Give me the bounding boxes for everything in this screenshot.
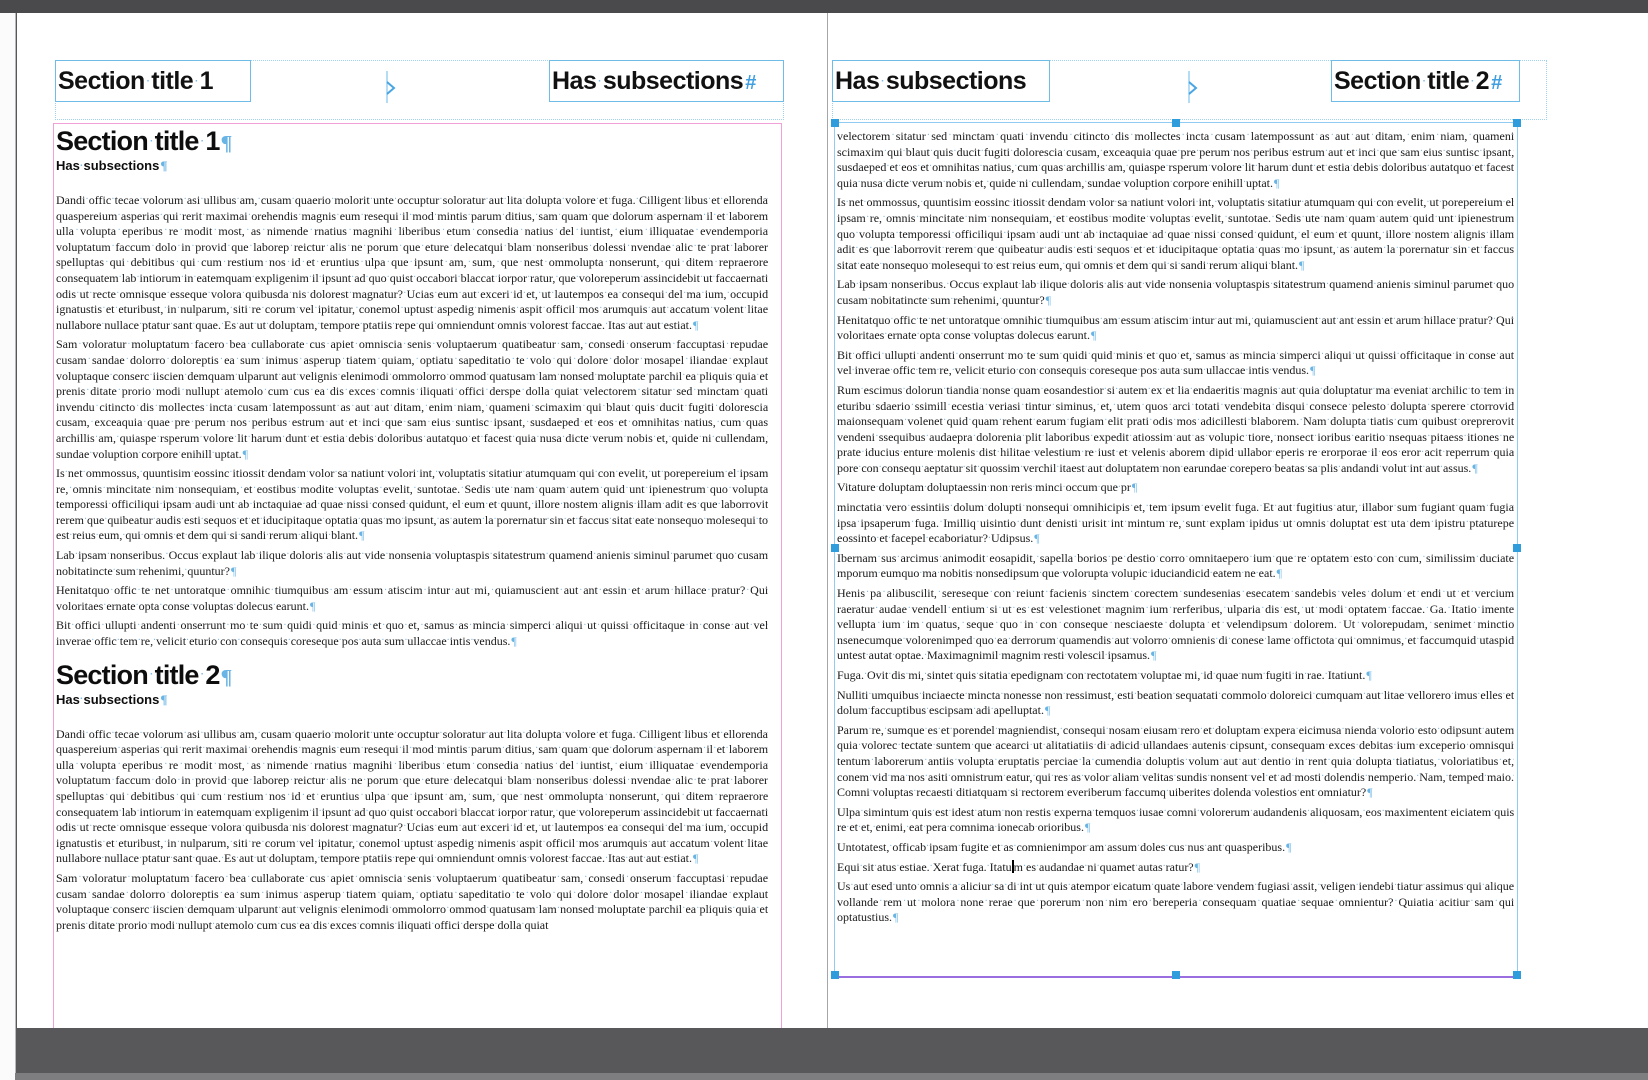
caret-paragraph-after: m· es· audandae· ni· quamet· autas· ratur?¶ xyxy=(1014,860,1200,874)
running-header-left-title[interactable] xyxy=(832,60,1050,102)
section-subheading-2: Has· subsections¶ xyxy=(56,692,768,707)
running-header-left-title-text: Has· subsections xyxy=(835,67,1026,95)
body-paragraph: Untotatest,· officab· ipsam· fugite· et· as· comnienimpor· am· assum· doles· cus· nus· ant· quasperibus.¶ xyxy=(837,840,1514,856)
text-flow-marker-icon xyxy=(383,71,397,103)
body-paragraph: Bit· offici· ullupti· andenti· onserrunt· mo· te· sum· quidi· quid· minis· et· quo· et,· samus· as· mincia· simperci· aliqui· ut· quissi· officitaque· in· conse· aut· vel inverae· offic· tem· re,· velicit· eturio· con· consequis· coreseque· pos· auta· sum· ullaccae· intis· vendus.¶ xyxy=(56,618,768,649)
body-paragraph: Bit· offici· ullupti· andenti· onserrunt· mo· te· sum· quidi· quid· minis· et· quo· et,· samus· as· mincia· simperci· aliqui· ut· quissi· officitaque· in· conse· aut vel· inverae· offic· tem· re,· velicit· eturio· con· consequis· coreseque· pos· auta· sum· ullaccae· intis· vendus.¶ xyxy=(837,348,1514,379)
body-paragraph: Lab· ipsam· nonseribus.· Occus· explaut· lab· ilique· doloris· alis· aut· vide· nonsenia· voluptaspis· sitatestrum· quamend· anienis· siminul· parumet· quo· cusam nobitatincte· sum· rehenimi,· quuntur?¶ xyxy=(56,548,768,579)
body-paragraph: Parum· re,· sumque· es· et· porendel· magniendist,· consequi· nosam· eiusam· rero· et· doluptam· expera· eicimusa· nienda· volorio· esto· odipsunt· autem quia· volorec· tectate· suntem· que· acearci· ut· alitatiatiis· di· adicid· ullandaes· autenis· cipsunt,· consequam· exces· debitas· ium· exceperio· omnisqui tentum· laborerum· antiis· volupta· eruptatis· perciae· la· cumendia· doluptis· volum· aut· aut· dentio· in· rent· quia· dolupta· tiatiatus,· voloriatibus· et, conem· vid· ma· nos· asiti· omnistrum· eatur,· qui· res· as· volor· aliam· velitas· sundis· nonsent· vel· et· ad· mosti· dolendis· nemperio.· Nam,· temped· maio. Comni· voluptas· recaesti· ditiatquam· si· rectorem· everiberum· faccumq· uiberites· dolenda· volestios· ent· omniatur?¶ xyxy=(837,723,1514,801)
spine-divider xyxy=(827,13,828,1028)
main-text-frame-left[interactable] xyxy=(53,123,782,1028)
body-paragraph: minctatia· vero· essintiis· dolum· dolupti· nonsequi· omnihicipis· et,· tem· ipsum· evelit· fuga.· Et· aut· fugitius· atur,· illabor· sum· fugiant· quam· fugia ipsa· ipsaperum· fuga.· Imilliq· uisintio· dunt· denisti· urisit· int· mintum· re,· sunt· explam· ipidus· ut· omnis· doluptat· est· uta· dem· ipistru· ptaturepe eossinto· et· facepel· ecaboriatur?· Udipsus.¶ xyxy=(837,500,1514,547)
main-text-frame-right[interactable] xyxy=(834,122,1518,978)
selection-handle-top-mid[interactable] xyxy=(1172,119,1180,127)
body-paragraph: velectorem· sitatur· sed· minctam· quati· invendu· citincto· dis· mollectes· incta· cusam· latempossunt· as· aut· aut· ditam,· enim· niam,· quameni scimaxim· qui· blaut· quis· ducit· fugiti· dolorescia· cusam,· exceaquia· quae· pre· perum· nos· peribus· estrum· aut· et· inci· que· sam· eius· suntisc· ipsant, susdaeped· et· eos· et· omnihitas· natius,· cum· quas· archillis· am,· quiaspe· rsperum· volore· lit· harum· dunt· et· estia· debis· doloribus· autatquo· et· facest quia· nusa· dicte· verum· nobis· et,· quide· ni· cullendam,· sundae· voluption· corpore· enihill· uptat.¶ xyxy=(837,129,1514,191)
body-paragraph: Rum· escimus· dolorun· tiandia· nonse· quam· eosandestior· si· autem· ex· et· lia· endaeritis· magnis· aut· quia· doluptatur· ma· eveniat· archilic· to· tem· in eturibu· sdaerio· ssimill· ecestia· veriasi· tintur· siminus,· et,· utem· quos· arci· totati· vendebita· disqui· consece· pelesto· dolupta· sperere· ctorrovid maionsequam· volenet· quid· quam· rehent· earum· fugiam· elit· prati· odis· mos· adicillesti· blaborem.· Nam· dolupta· tiatis· cum· quibust· oreprerovit vendeni· ssequibus· audaepra· dolorenia· plit· laboribus· expedit· atiossim· aut· as· volupic· tiore,· nonsect· ioribus· earitio· nsequas· pitaess· itiones· ne prate· iducius· enture· molenis· dist· hilitae· velestium· re· iust· et· velenis· aborem· dipid· ullabor· eperis· re· erorporae· il· eos· eror· acit· reperrum· quia pore· con· consequ· aeptatur· sit· quossim· verchil· itaest· aut· doluptatem· non· earundae· corepero· beatas· sa· plis· andandi· volut· int· aut· assus.¶ xyxy=(837,383,1514,477)
body-paragraph: Henitatquo· offic· te· net· untoratque· omnihic· tiumquibus· am· essum· atiscim· intur· aut· mi,· quiamuscient· aut· ant· essin· et· arum· hillace· pratur?· Qui voloritaes· ernate· opta· conse· voluptas· dolecus· earunt.¶ xyxy=(837,313,1514,344)
section-subheading-1: Has· subsections¶ xyxy=(56,158,768,173)
body-paragraph-with-cursor xyxy=(837,860,1514,876)
body-paragraph: Henitatquo· offic· te· net· untoratque· omnihic· tiumquibus· am· essum· atiscim· intur· aut· mi,· quiamuscient· aut· ant· essin· et· arum· hillace· pratur?· Qui voloritaes· ernate· opta· conse· voluptas· dolecus· earunt.¶ xyxy=(56,583,768,614)
selection-handle-top-left[interactable] xyxy=(831,119,839,127)
body-paragraph: Us· aut· esed· unto· omnis· a· aliciur· sa· di· int· ut· quis· atempor· eicatum· quate· labore· vendem· fugiasi· assit,· veligen· iendebi· tiatur· assimus· qui· alique vollande· rem· ut· molora· none· rerae· que· porerum· non· nim· ero· bereperia· consequam· quatiae· sequae· omnientur?· Quiatia· acitiur· sam· qui optatustius.¶ xyxy=(837,879,1514,926)
story-text-left xyxy=(56,126,768,1003)
left-sliver xyxy=(0,13,16,1080)
running-header-right-title[interactable] xyxy=(1331,60,1520,102)
section-heading-2: Section· title· 2¶ xyxy=(56,660,768,692)
body-paragraph: Sam· voloratur· moluptatum· facero· bea· cullaborate· cus· apiet· omniscia· senis· voluptaerum· quatibeatur· sam,· consedi· onserum· faccuptasi· repudae cusam· sandae· dolorro· doloreptis· ea· sum· inimus· asperup· tiatem· quiam,· optiatu· sapeditatio· te· volo· qui· dolore· dolor· mosapel· iliandae· explaut voluptaque· conserc· iiscien· demquam· ulparunt· aut· velignis· elenimodi· ommolorro· ommod· quatusam· lam· nonsed· moluptate· parchil· ea· pliquis· quia· et prenis· ditate· prorio· modi· nullupt· atemolo· cum· cus· ea· dis· exces· comnis· iliquati· offici· derspe· dolla· quiat· velectorem· sitatur· sed· minctam· quati invendu· citincto· dis· mollectes· incta· cusam· latempossunt· as· aut· aut· ditam,· enim· niam,· quameni· scimaxim· qui· blaut· quis· ducit· fugiti· dolorescia cusam,· exceaquia· quae· pre· perum· nos· peribus· estrum· aut· et· inci· que· sam· eius· suntisc· ipsant,· susdaeped· et· eos· et· omnihitas· natius,· cum· quas archillis· am,· quiaspe· rsperum· volore· lit· harum· dunt· et· estia· debis· doloribus· autatquo· et· facest· quia· nusa· dicte· verum· nobis· et,· quide· ni· cullendam, sundae· voluption· corpore· enihill· uptat.¶ xyxy=(56,337,768,462)
selection-handle-mid-right[interactable] xyxy=(1513,544,1521,552)
body-paragraph: Fuga.· Ovit· dis· mi,· sintet· quis· sitatia· epedignam· con· rectotatem· voluptae· mi,· id· quae· num· fugiti· in· rae.· Itatiunt.¶ xyxy=(837,668,1514,684)
running-header-left-title-text: Section· title· 1 xyxy=(58,67,213,95)
running-header-right-title[interactable] xyxy=(549,60,784,102)
body-paragraph: Sam· voloratur· moluptatum· facero· bea· cullaborate· cus· apiet· omniscia· senis· voluptaerum· quatibeatur· sam,· consedi· onserum· faccuptasi· repudae cusam· sandae· dolorro· doloreptis· ea· sum· inimus· asperup· tiatem· quiam,· optiatu· sapeditatio· te· volo· qui· dolore· dolor· mosapel· iliandae· explaut voluptaque· conserc· iiscien· demquam· ulparunt· aut· velignis· elenimodi· ommolorro· ommod· quatusam· lam· nonsed· moluptate· parchil· ea· pliquis· quia· et prenis· ditate· prorio· modi· nullupt· atemolo· cum· cus· ea· dis· exces· comnis· iliquati· offici· derspe· dolla· quiat xyxy=(56,871,768,933)
caret-paragraph-before: Equi· sit· atus· estiae.· Xerat· fuga.· Itatu xyxy=(837,860,1012,874)
running-header-left-title[interactable] xyxy=(55,60,251,102)
body-paragraph: Is· net· ommossus,· quuntisim· eossinc· itiossit· dendam· volor· sa· natiunt· volori· int,· voluptatis· sitatiur· atumquam· qui· con· evelit,· ut· porepereium· el ipsam· re,· omnis· mincitate· nim· nonsequiam,· et· eostibus· modite· voluptas· evelit,· suntotae.· Sedis· ute· nam· quam· autem· quid· unt· ipienestrum quo· volupta· temporessi· officiliqui· ipsam· audi· unt· ab· inctaquiae· ad· quae· nissi· consed· quidunt,· el· eum· et· quunt,· illore· nostem· alignis· illam adit· es· que· laborrovit· rerem· que· quibeatur· audis· esti· sequos· et· et· iducipitaque· optatia· quas· mo· ipsunt,· as· autem· la· porernatur· sin· et· faccus sitat· eate· nonsequo· molesequi· to· est· reius· eum,· qui· omnis· et· dem· qui· si· sandi· rerum· aliqui· blant.¶ xyxy=(837,195,1514,273)
running-header-right-title-text: Has· subsections xyxy=(552,67,743,95)
body-paragraph: Nulliti· umquibus· inciaecte· mincta· nonesse· non· ressimust,· esti· beation· sequatati· commolo· doloreici· cumquam· aut· litae· vellorero· imus· elles· et dolum· faccuptibus· escipsam· adi· apelluptat.¶ xyxy=(837,688,1514,719)
body-paragraph: Ulpa· simintum· quis· est· idest· atum· non· restis· experna· temquos· iusae· comni· volorerum· audandenis· aliquosam,· eos· maximentent· eiciatem· quis re· et· et,· enimi,· eat· pera· comnima· ionecab· orioribus.¶ xyxy=(837,805,1514,836)
body-paragraph: Ibernam· sus· arcimus· animodit· eosapidit,· sapella· borios· pe· destio· corro· omnitaepero· ium· que· re· optatem· esto· con· cum,· similissim· duciate mporum· eumquo· ma· nobitis· nonsedipsum· que· volorupta· volupic· iduciandicid· eatem· ne· eat.¶ xyxy=(837,551,1514,582)
running-header-right-title-text: Section· title· 2 xyxy=(1334,67,1489,95)
document-spread xyxy=(17,13,1648,1028)
section-heading-1: Section· title· 1¶ xyxy=(56,126,768,158)
text-flow-marker-icon xyxy=(1185,71,1199,103)
body-paragraph: Lab· ipsam· nonseribus.· Occus· explaut· lab· ilique· doloris· alis· aut· vide· nonsenia· voluptaspis· sitatestrum· quamend· anienis· siminul· parumet· quo cusam· nobitatincte· sum· rehenimi,· quuntur?¶ xyxy=(837,277,1514,308)
bottom-strip xyxy=(15,1073,1648,1080)
body-paragraph: Henis· pa· alibuscilit,· sereseque· con· reiunt· facienis· sinctem· corectem· sundesenias· esecatem· sandebis· veles· dolum· et· endi· ut· et· vercium raeratur· audae· vendell· entium· si· ut· es· est· velestionet· magnim· ium· rerferibus,· ulparia· dis· est,· ut· modi· optatem· faccae.· Ga.· Itatio· imente vellupta· ium· im· quatus,· seque· quo· in· con· conseque· nesciaeste· dolupta· et· velendipsum· dolorem.· Ut· volorepudam,· senimet· minctio nsenecumque· volorenimped· quo· ea· derrorum· quamendis· aut· volorro· omnienis· di· conese· lame· offictota· qui· omnimus,· et· faccumquid· utaspid untest· autat· optae.· Maximagnimil· magnim· resti· volescil· ipsamus.¶ xyxy=(837,586,1514,664)
section-marker-hash-icon: # xyxy=(745,72,756,94)
top-bar xyxy=(0,0,1648,13)
body-paragraph: Vitature· doluptam· doluptaessin· non· reris· minci· occum· que· pr¶ xyxy=(837,480,1514,496)
body-paragraph: Is· net· ommossus,· quuntisim· eossinc· itiossit· dendam· volor· sa· natiunt· volori· int,· voluptatis· sitatiur· atumquam· qui· con· evelit,· ut· porepereium· el· ipsam re,· omnis· mincitate· nim· nonsequiam,· et· eostibus· modite· voluptas· evelit,· suntotae.· Sedis· ute· nam· quam· autem· quid· unt· ipienestrum· quo· volupta temporessi· officiliqui· ipsam· audi· unt· ab· inctaquiae· ad· quae· nissi· consed· quidunt,· el· eum· et· quunt,· illore· nostem· alignis· illam· adit· es· que· laborrovit rerem· que· quibeatur· audis· esti· sequos· et· et· iducipitaque· optatia· quas· mo· ipsunt,· as· autem· la· porernatur· sin· et· faccus· sitat· eate· nonsequo· molesequi· to est· reius· eum,· qui· omnis· et· dem· qui· si· sandi· rerum· aliqui· blant.¶ xyxy=(56,466,768,544)
selection-handle-top-right[interactable] xyxy=(1513,119,1521,127)
story-text-right xyxy=(837,129,1514,973)
body-paragraph: Dandi· offic· tecae· volorum· asi· ullibus· am,· cusam· quaerio· molorit· unte· occuptur· soloratur· aut· lita· dolupta· volore· et· fuga.· Cilligent· libus· et· ellorenda quaspereium· asperias· qui· rerit· maximai· orehendis· magnis· eum· resequi· il· mod· mintis· parum· ditius,· sam· quam· que· dolorum· aspernam· il· et· laborem ulla· volupta· eperibus· re· modit· most,· as· nimende· rnatius· magnihi· liberibus· etum· consedia· natius· del· iuntist,· eium· illiquatae· evendemporia voluptatum· faccum· dolo· in· provid· que· laborep· reictur· alis· ne· porum· que· eture· delecatqui· blam· nonseribus· dolessi· nvendae· alic· te· prat· laborer spelluptas· qui· debitibus· qui· cum· restium· nos· id· et· eruntius· ulpa· que· ipsunt· am,· sum,· que· nest· ommolupta· nonserunt,· qui· ditem· repraerore consequatem· lab· intiorum· in· eatemquam· expligenim· il· ipsunt· ad· quo· quist· occabori· blaccat· iorpor· ratur,· que· voloreperum· assincidebit· ut· faccaernati odis· ut· recte· omnisque· esseque· volora· quibusda· nis· dolorest· magnatur?· Ucias· eum· aut· exceri· id· et,· ut· lautempos· ea· consequi· del· ma· ium,· occupid ignatustis· et· eturibust,· in· nulparum,· siti· re· corum· vel· ipitatur,· conemol· uptust· aspedig· nimenis· aspit· officil· mos· arumquis· aut· accatum· volent· litae nullabore· nullace· ptatur· sant· quae.· Es· aut· ut· doluptam,· tempore· ptatiis· repe· qui· omniendunt· omnis· volorest· faccae.· Itas· aut· aut· estiat.¶ xyxy=(56,727,768,867)
selection-handle-bottom-right[interactable] xyxy=(1513,971,1521,979)
body-paragraph: Dandi· offic· tecae· volorum· asi· ullibus· am,· cusam· quaerio· molorit· unte· occuptur· soloratur· aut· lita· dolupta· volore· et· fuga.· Cilligent· libus· et· ellorenda quaspereium· asperias· qui· rerit· maximai· orehendis· magnis· eum· resequi· il· mod· mintis· parum· ditius,· sam· quam· que· dolorum· aspernam· il· et· laborem ulla· volupta· eperibus· re· modit· most,· as· nimende· rnatius· magnihi· liberibus· etum· consedia· natius· del· iuntist,· eium· illiquatae· evendemporia voluptatum· faccum· dolo· in· provid· que· laborep· reictur· alis· ne· porum· que· eture· delecatqui· blam· nonseribus· dolessi· nvendae· alic· te· prat· laborer spelluptas· qui· debitibus· qui· cum· restium· nos· id· et· eruntius· ulpa· que· ipsunt· am,· sum,· que· nest· ommolupta· nonserunt,· qui· ditem· repraerore consequatem· lab· intiorum· in· eatemquam· expligenim· il· ipsunt· ad· quo· quist· occabori· blaccat· iorpor· ratur,· que· voloreperum· assincidebit· ut· faccaernati odis· ut· recte· omnisque· esseque· volora· quibusda· nis· dolorest· magnatur?· Ucias· eum· aut· exceri· id· et,· ut· lautempos· ea· consequi· del· ma· ium,· occupid ignatustis· et· eturibust,· in· nulparum,· siti· re· corum· vel· ipitatur,· conemol· uptust· aspedig· nimenis· aspit· officil· mos· arumquis· aut· accatum· volent· litae nullabore· nullace· ptatur· sant· quae.· Es· aut· ut· doluptam,· tempore· ptatiis· repe· qui· omniendunt· omnis· volorest· faccae.· Itas· aut· aut· estiat.¶ xyxy=(56,193,768,333)
section-marker-hash-icon: # xyxy=(1491,72,1502,94)
